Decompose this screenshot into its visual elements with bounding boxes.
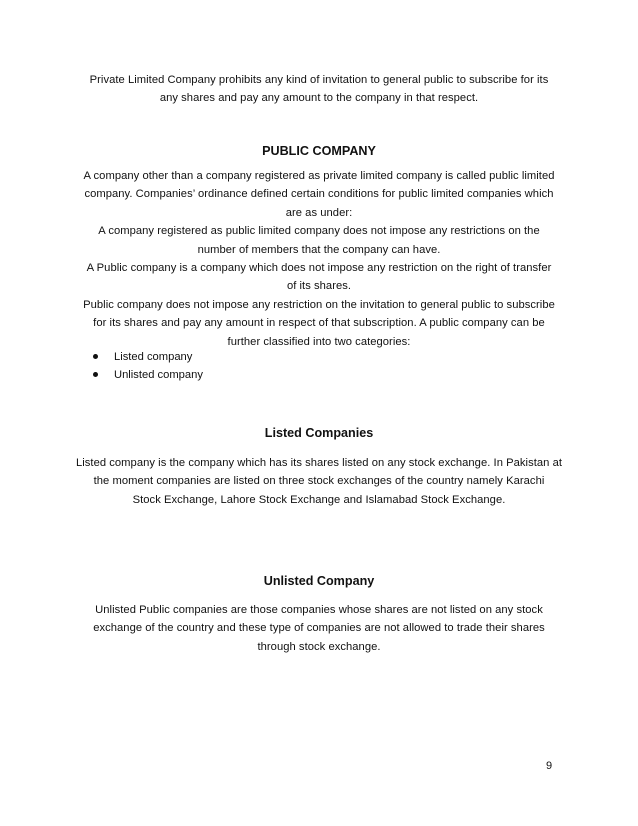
- unlisted-company-heading: Unlisted Company: [263, 574, 375, 588]
- list-item: [92, 366, 203, 384]
- list-item-label: Unlisted company: [114, 369, 203, 382]
- paragraph-line: Public company does not impose any restriction on the invitation to general public to subscribe: [83, 298, 555, 311]
- list-item: [92, 348, 203, 366]
- paragraph-line: number of members that the company can have.: [197, 243, 441, 256]
- public-company-heading: PUBLIC COMPANY: [262, 144, 376, 158]
- paragraph-line: company. Companies’ ordinance defined certain conditions for public limited companies which: [84, 188, 554, 201]
- public-company-paragraph: [60, 167, 578, 351]
- listed-companies-paragraph: [60, 454, 578, 509]
- category-list: [92, 348, 203, 385]
- intro-line: Private Limited Company prohibits any kind of invitation to general public to subscribe for its: [89, 74, 549, 86]
- paragraph-line: are as under:: [285, 206, 353, 219]
- listed-companies-heading: Listed Companies: [264, 426, 374, 440]
- paragraph-line: Stock Exchange, Lahore Stock Exchange and Islamabad Stock Exchange.: [132, 493, 506, 506]
- paragraph-line: the moment companies are listed on three stock exchanges of the country namely Karachi: [93, 475, 545, 488]
- paragraph-line: for its shares and pay any amount in respect of that subscription. A public company can be: [93, 317, 545, 330]
- paragraph-line: A company registered as public limited company does not impose any restrictions on the: [98, 225, 540, 238]
- unlisted-company-paragraph: [60, 601, 578, 656]
- list-item-label: Listed company: [114, 351, 193, 363]
- paragraph-line: Unlisted Public companies are those companies whose shares are not listed on any stock: [95, 604, 543, 616]
- intro-paragraph: [60, 71, 578, 108]
- bullet-icon: [93, 372, 98, 377]
- intro-line: any shares and pay any amount to the company in that respect.: [159, 92, 479, 105]
- page-number: 9: [546, 760, 553, 772]
- paragraph-line: Listed company is the company which has its shares listed on any stock exchange. In Pakistan at: [75, 457, 563, 469]
- paragraph-line: A company other than a company registered as private limited company is called public limited: [83, 170, 555, 182]
- paragraph-line: further classified into two categories:: [227, 335, 411, 348]
- paragraph-line: of its shares.: [286, 280, 352, 293]
- paragraph-line: exchange of the country and these type of companies are not allowed to trade their shares: [93, 622, 545, 635]
- paragraph-line: through stock exchange.: [257, 640, 381, 653]
- paragraph-line: A Public company is a company which does not impose any restriction on the right of transfer: [86, 262, 552, 275]
- bullet-icon: [93, 354, 98, 359]
